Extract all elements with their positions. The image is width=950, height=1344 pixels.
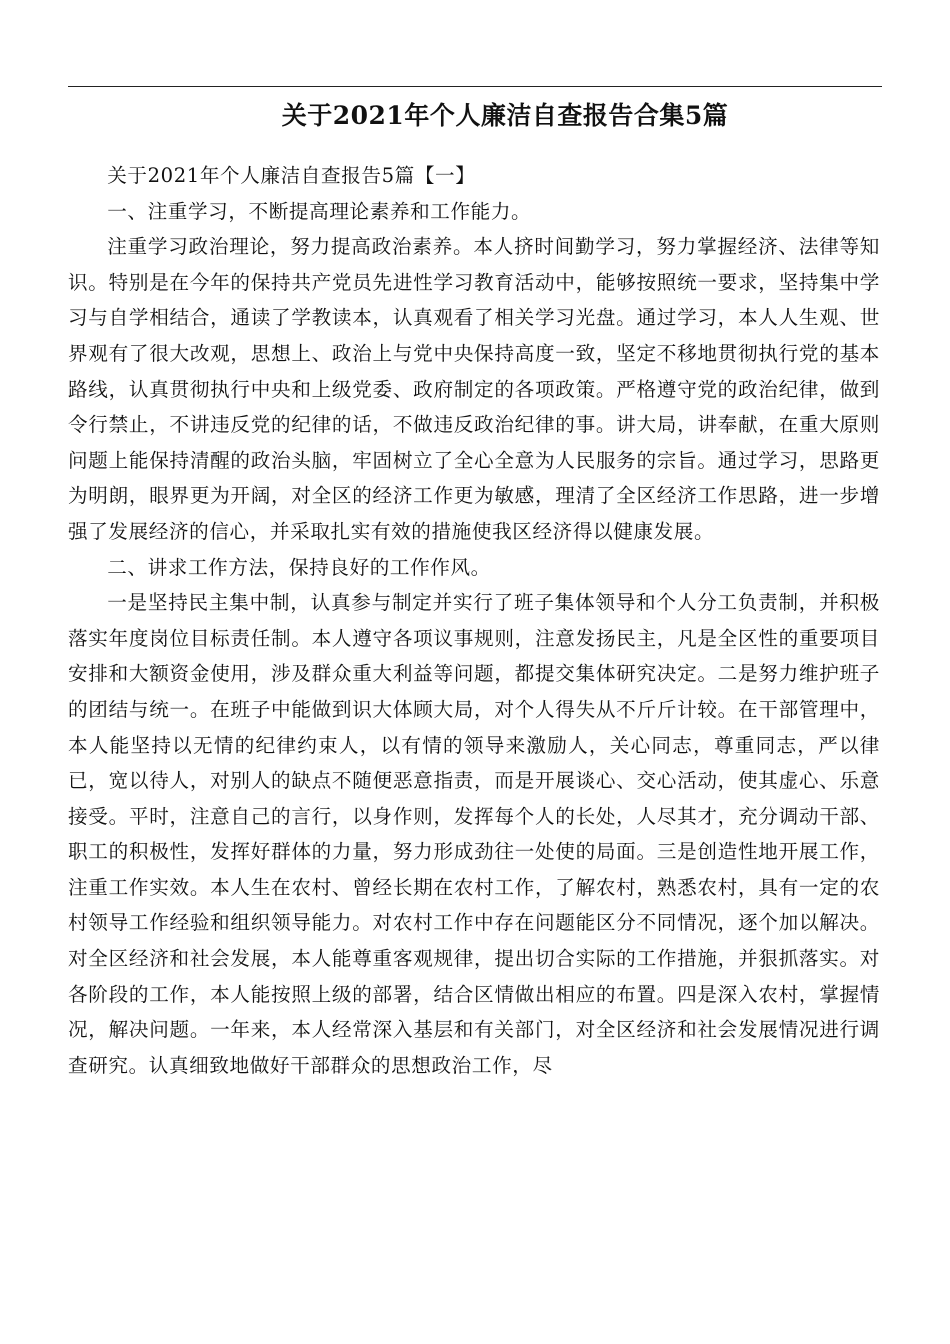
document-body [68, 158, 880, 1083]
header-rule [68, 86, 882, 87]
body-paragraph-1: 注重学习政治理论，努力提高政治素养。本人挤时间勤学习，努力掌握经济、法律等知识。特别是在今年的保持共产党员先进性学习教育活动中，能够按照统一要求，坚持集中学习与自学相结合，通读了学教读本，认真观看了相关学习光盘。通过学习，本人人生观、世界观有了很大改观，思想上、政治上与党中央保持高度一致，坚定不移地贯彻执行党的基本路线，认真贯彻执行中央和上级党委、政府制定的各项政策。严格遵守党的政治纪律，做到令行禁止，不讲违反党的纪律的话，不做违反政治纪律的事。讲大局，讲奉献，在重大原则问题上能保持清醒的政治头脑，牢固树立了全心全意为人民服务的宗旨。通过学习，思路更为明朗，眼界更为开阔，对全区的经济工作更为敏感，理清了全区经济工作思路，进一步增强了发展经济的信心，并采取扎实有效的措施使我区经济得以健康发展。 [68, 235, 880, 543]
section-heading-2: 二、讲求工作方法，保持良好的工作作风。 [107, 555, 491, 579]
document-title: 关于2021年个人廉洁自查报告合集5篇 [281, 101, 729, 130]
section-heading-1: 一、注重学习，不断提高理论素养和工作能力。 [107, 199, 532, 223]
subtitle-paragraph: 关于2021年个人廉洁自查报告5篇【一】 [107, 164, 476, 187]
body-paragraph-2: 一是坚持民主集中制，认真参与制定并实行了班子集体领导和个人分工负责制，并积极落实年度岗位目标责任制。本人遵守各项议事规则，注意发扬民主，凡是全区性的重要项目安排和大额资金使用，涉及群众重大利益等问题，都提交集体研究决定。二是努力维护班子的团结与统一。在班子中能做到识大体顾大局，对个人得失从不斤斤计较。在干部管理中，本人能坚持以无情的纪律约束人，以有情的领导来激励人，关心同志，尊重同志，严以律已，宽以待人，对别人的缺点不随便恶意指责，而是开展谈心、交心活动，使其虚心、乐意接受。平时，注意自己的言行，以身作则，发挥每个人的长处，人尽其才，充分调动干部、职工的积极性，发挥好群体的力量，努力形成劲往一处使的局面。三是创造性地开展工作，注重工作实效。本人生在农村、曾经长期在农村工作，了解农村，熟悉农村，具有一定的农村领导工作经验和组织领导能力。对农村工作中存在问题能区分不同情况，逐个加以解决。对全区经济和社会发展，本人能尊重客观规律，提出切合实际的工作措施，并狠抓落实。对各阶段的工作，本人能按照上级的部署，结合区情做出相应的布置。四是深入农村，掌握情况，解决问题。一年来，本人经常深入基层和有关部门，对全区经济和社会发展情况进行调查研究。认真细致地做好干部群众的思想政治工作，尽 [68, 591, 880, 1077]
